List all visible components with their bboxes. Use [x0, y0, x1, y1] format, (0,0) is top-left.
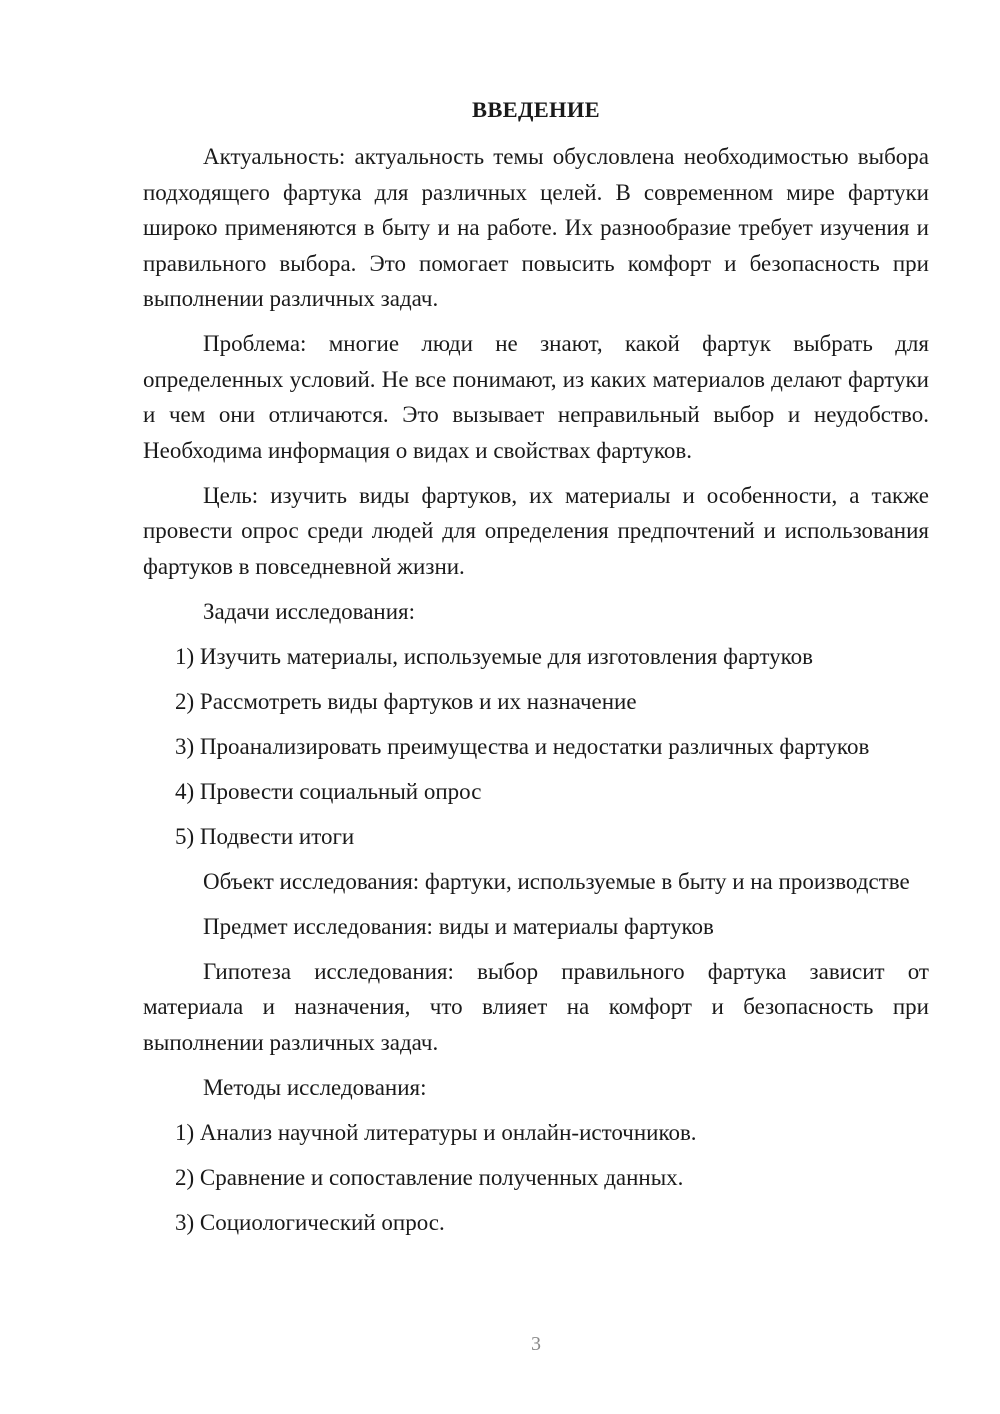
- hypothesis-paragraph: Гипотеза исследования: выбор правильного фартука зависит от материала и назначения, что влияет на комфорт и безопасность при выполнении различных задач.: [143, 958, 929, 1055]
- task-item: 5) Подвести итоги: [175, 823, 355, 849]
- problem-paragraph: Проблема: многие люди не знают, какой фартук выбрать для определенных условий. Не все понимают, из каких материалов делают фартуки и чем они отличаются. Это вызывает неправильный выбор и неудобство. Необходима информация о видах и свойствах фартуков.: [143, 331, 929, 463]
- method-item: 3) Социологический опрос.: [175, 1209, 445, 1235]
- task-item: 1) Изучить материалы, используемые для изготовления фартуков: [175, 643, 813, 669]
- method-item: 1) Анализ научной литературы и онлайн-источников.: [175, 1119, 697, 1145]
- section-heading: ВВЕДЕНИЕ: [472, 97, 600, 122]
- tasks-title: Задачи исследования:: [203, 598, 416, 624]
- relevance-paragraph: Актуальность: актуальность темы обусловлена необходимостью выбора подходящего фартука для различных целей. В современном мире фартуки широко применяются в быту и на работе. Их разнообразие требует изучения и правильного выбора. Это помогает повысить комфорт и безопасность при выполнении различных задач.: [143, 144, 929, 311]
- subject-paragraph: Предмет исследования: виды и материалы фартуков: [203, 913, 714, 939]
- goal-paragraph: Цель: изучить виды фартуков, их материалы и особенности, а также провести опрос среди людей для определения предпочтений и использования фартуков в повседневной жизни.: [143, 482, 929, 579]
- task-item: 2) Рассмотреть виды фартуков и их назначение: [175, 688, 637, 714]
- object-paragraph: Объект исследования: фартуки, используемые в быту и на производстве: [203, 868, 910, 894]
- method-item: 2) Сравнение и сопоставление полученных данных.: [175, 1164, 684, 1190]
- page-content: [143, 95, 929, 1250]
- page-number: 3: [531, 1333, 541, 1355]
- methods-title: Методы исследования:: [203, 1074, 427, 1100]
- task-item: 3) Проанализировать преимущества и недостатки различных фартуков: [175, 733, 870, 759]
- task-item: 4) Провести социальный опрос: [175, 778, 482, 804]
